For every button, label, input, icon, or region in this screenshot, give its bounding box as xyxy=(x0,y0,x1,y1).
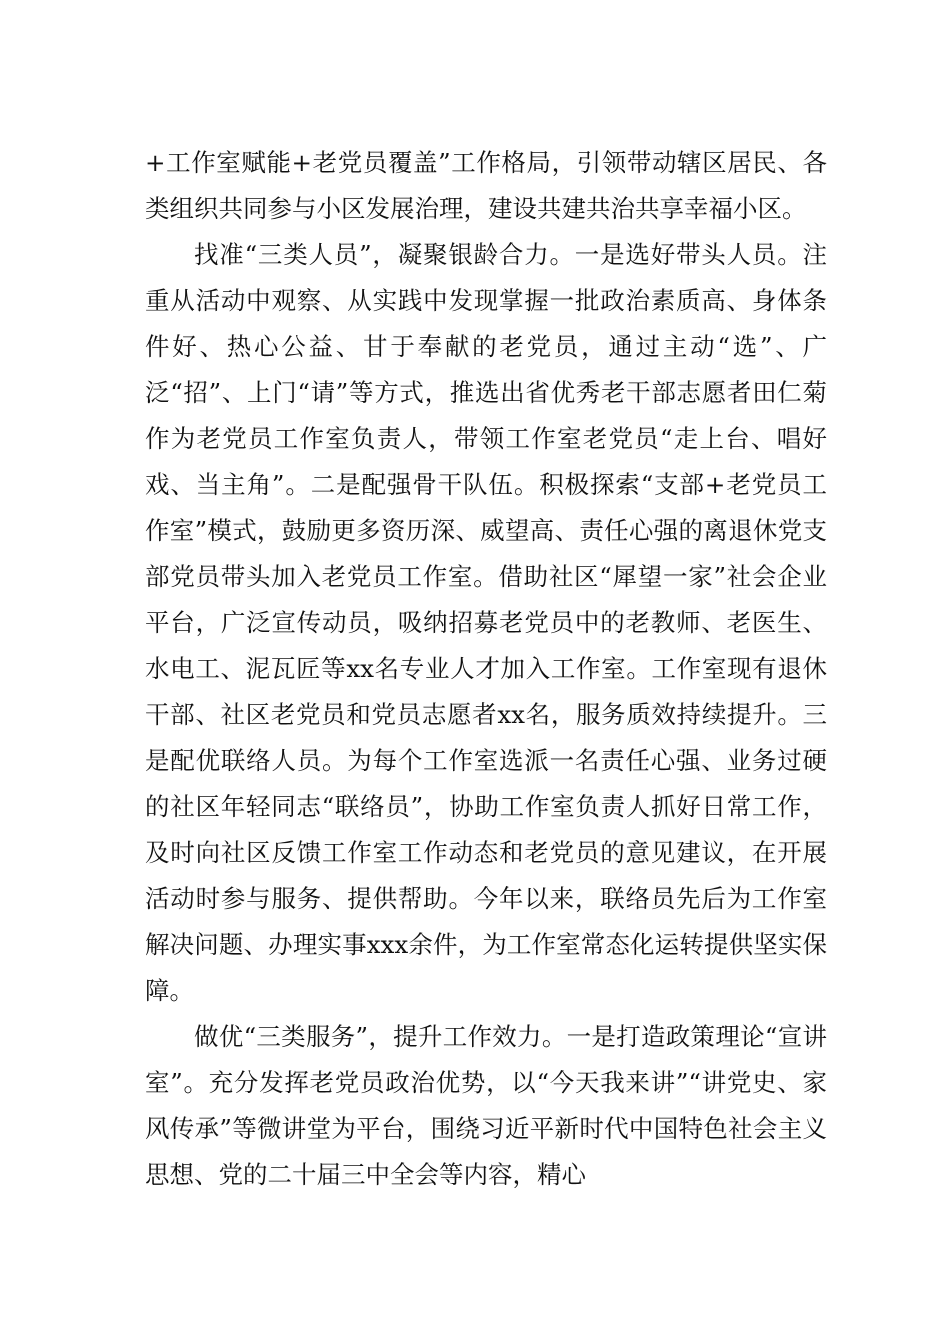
paragraph-three-types-services: 做优“三类服务”，提升工作效力。一是打造政策理论“宣讲室”。充分发挥老党员政治优势，以“今天我来讲”“讲党史、家风传承”等微讲堂为平台，围绕习近平新时代中国特色社会主义思想、党的二十届三中全会等内容，精心 xyxy=(145,1022,827,1189)
document-body xyxy=(145,140,827,1198)
paragraph-three-types-personnel: 找准“三类人员”，凝聚银龄合力。一是选好带头人员。注重从活动中观察、从实践中发现掌握一批政治素质高、身体条件好、热心公益、甘于奉献的老党员，通过主动“选”、广泛“招”、上门“请”等方式，推选出省优秀老干部志愿者田仁菊作为老党员工作室负责人，带领工作室老党员“走上台、唱好戏、当主角”。二是配强骨干队伍。积极探索“支部+老党员工作室”模式，鼓励更多资历深、威望高、责任心强的离退休党支部党员带头加入老党员工作室。借助社区“犀望一家”社会企业平台，广泛宣传动员，吸纳招募老党员中的老教师、老医生、水电工、泥瓦匠等xx名专业人才加入工作室。工作室现有退休干部、社区老党员和党员志愿者xx名，服务质效持续提升。三是配优联络人员。为每个工作室选派一名责任心强、业务过硬的社区年轻同志“联络员”，协助工作室负责人抓好日常工作，及时向社区反馈工作室工作动态和老党员的意见建议，在开展活动时参与服务、提供帮助。今年以来，联络员先后为工作室解决问题、办理实事xxx余件，为工作室常态化运转提供坚实保障。 xyxy=(145,240,827,1005)
paragraph-continued: +工作室赋能+老党员覆盖”工作格局，引领带动辖区居民、各类组织共同参与小区发展治理，建设共建共治共享幸福小区。 xyxy=(145,148,827,223)
